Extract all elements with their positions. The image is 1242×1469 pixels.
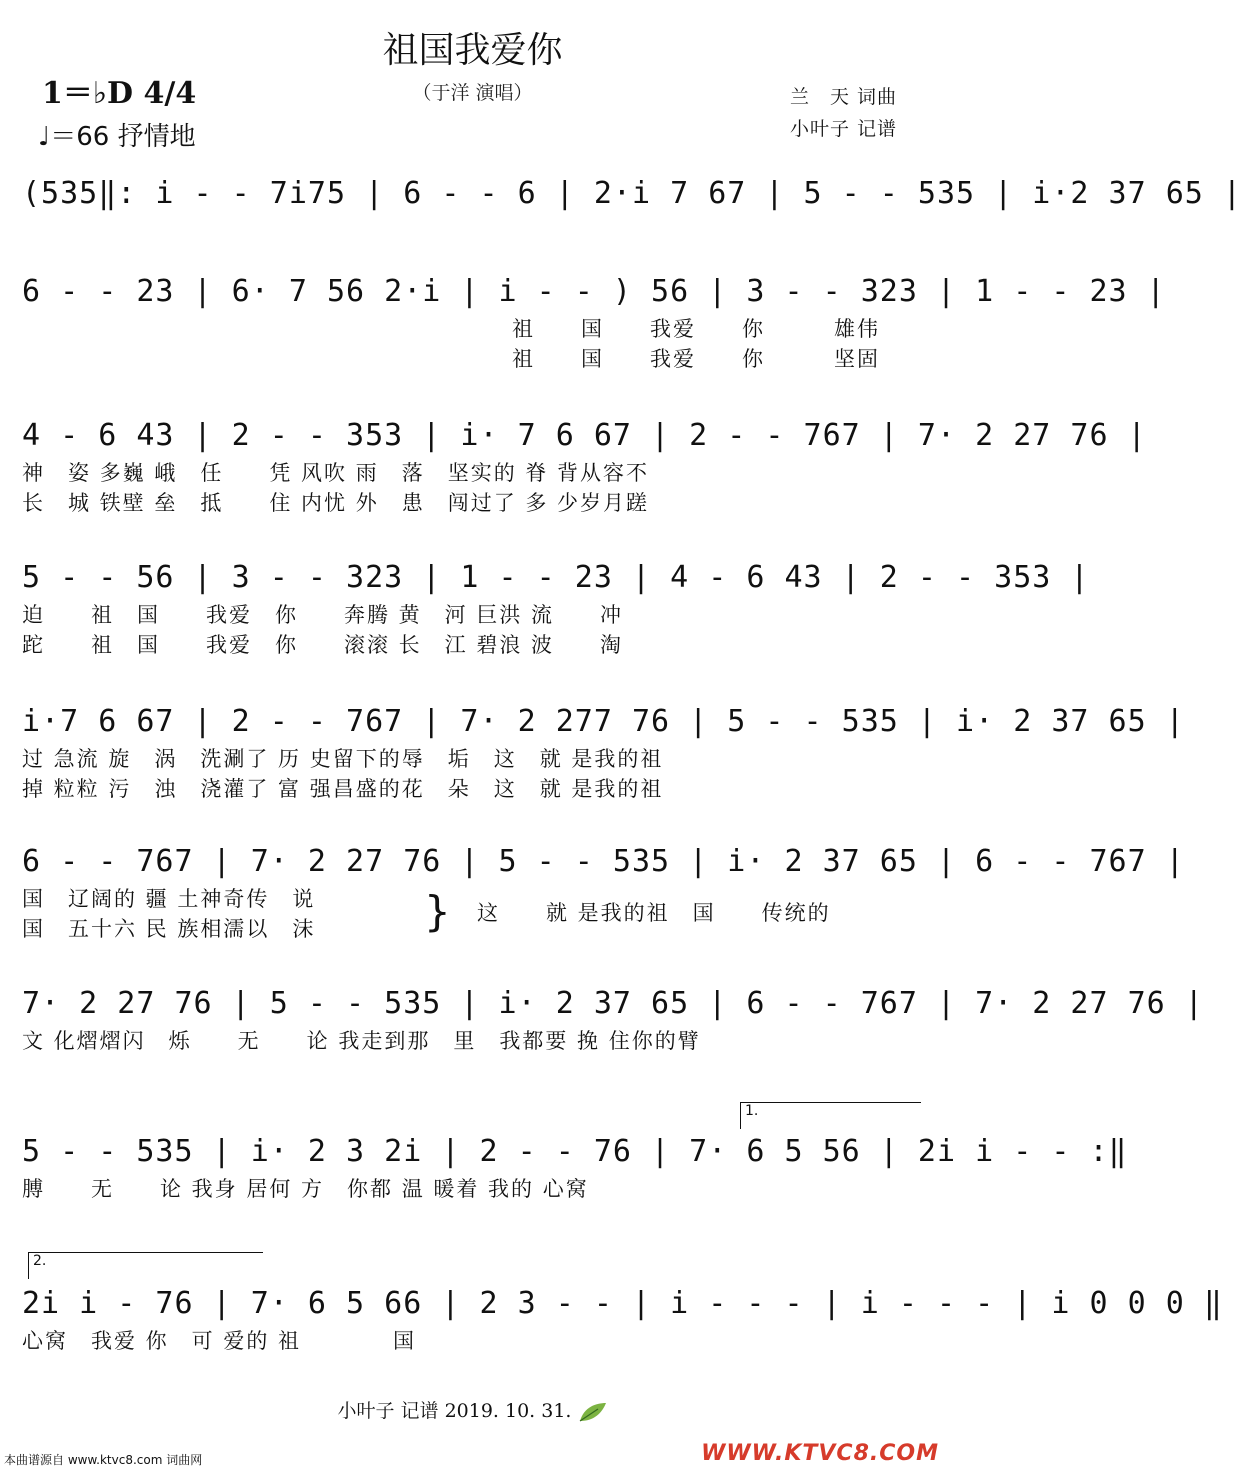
leaf-icon xyxy=(578,1401,608,1423)
notes-line: i·7 6 67 | 2 - - 767 | 7· 2 277 76 | 5 - - 535 | i· 2 37 65 | xyxy=(22,704,1185,739)
staff-line-4 xyxy=(22,556,1090,660)
tempo-marking: ♩＝66 抒情地 xyxy=(38,122,196,152)
staff-line-2 xyxy=(22,270,1166,374)
lyric-verse-2: 祖 国 我爱 你 坚固 xyxy=(512,347,880,371)
staff-line-6 xyxy=(22,840,1185,944)
notes-line: (535‖: i - - 7i75 | 6 - - 6 | 2·i 7 67 | 5 - - 535 | i·2 37 65 | xyxy=(22,176,1242,211)
lyric-verse-1: 神 姿 多巍 峨 任 凭 风吹 雨 落 坚实的 脊 背从容不 xyxy=(22,461,650,485)
lyricist-credit: 兰 天 词曲 xyxy=(790,86,898,108)
footer-text: 小叶子 记谱 2019. 10. 31. xyxy=(337,1400,572,1422)
lyric-verse-2: 掉 粒粒 污 浊 浇灌了 富 强昌盛的花 朵 这 就 是我的祖 xyxy=(22,777,664,801)
lyric-merged: 这 就 是我的祖 国 传统的 xyxy=(477,901,831,925)
staff-line-5 xyxy=(22,700,1185,804)
lyric-verse-1: 过 急流 旋 涡 洗涮了 历 史留下的辱 垢 这 就 是我的祖 xyxy=(22,747,664,771)
footer-signature xyxy=(0,1396,945,1423)
notes-line: 5 - - 535 | i· 2 3 2i | 2 - - 76 | 7· 6 5 56 | 2i i - - :‖ xyxy=(22,1134,1128,1169)
lyric-verse-2: 长 城 铁壁 垒 抵 住 内忧 外 患 闯过了 多 少岁月蹉 xyxy=(22,491,650,515)
staff-line-8 xyxy=(22,1130,1128,1204)
staff-line-3 xyxy=(22,414,1147,518)
site-watermark: WWW.KTVC8.COM xyxy=(701,1441,939,1466)
lyric-verse-1: 心窝 我爱 你 可 爱的 祖 国 xyxy=(22,1329,417,1353)
lyric-verse-1: 文 化熠熠闪 烁 无 论 我走到那 里 我都要 挽 住你的臂 xyxy=(22,1029,701,1053)
notes-line: 5 - - 56 | 3 - - 323 | 1 - - 23 | 4 - 6 43 | 2 - - 353 | xyxy=(22,560,1090,595)
lyric-verse-1: 迫 祖 国 我爱 你 奔腾 黄 河 巨洪 流 冲 xyxy=(22,603,624,627)
staff-line-1 xyxy=(22,172,1242,216)
notes-line: 2i i - 76 | 7· 6 5 66 | 2 3 - - | i - - - | i - - - | i 0 0 0 ‖ xyxy=(22,1286,1223,1321)
singer-credit: （于洋 演唱） xyxy=(412,82,533,104)
second-ending: 2. xyxy=(28,1252,263,1279)
lyric-verse-2: 跎 祖 国 我爱 你 滚滚 长 江 碧浪 波 淘 xyxy=(22,633,624,657)
brace: } xyxy=(424,887,451,936)
notes-line: 7· 2 27 76 | 5 - - 535 | i· 2 37 65 | 6 - - 767 | 7· 2 27 76 | xyxy=(22,986,1204,1021)
notes-line: 4 - 6 43 | 2 - - 353 | i· 7 6 67 | 2 - - 767 | 7· 2 27 76 | xyxy=(22,418,1147,453)
lyric-verse-1: 膊 无 论 我身 居何 方 你都 温 暖着 我的 心窝 xyxy=(22,1177,589,1201)
lyric-verse-1: 祖 国 我爱 你 雄伟 xyxy=(512,317,880,341)
notes-line: 6 - - 23 | 6· 7 56 2·i | i - - ) 56 | 3 - - 323 | 1 - - 23 | xyxy=(22,274,1166,309)
first-ending: 1. xyxy=(740,1102,921,1129)
lyric-verse-1: 国 辽阔的 疆 土神奇传 说 xyxy=(22,887,316,911)
source-note: 本曲谱源自 www.ktvc8.com 词曲网 xyxy=(4,1453,203,1467)
staff-line-7 xyxy=(22,982,1204,1056)
song-title: 祖国我爱你 xyxy=(382,30,563,71)
notes-line: 6 - - 767 | 7· 2 27 76 | 5 - - 535 | i· 2 37 65 | 6 - - 767 | xyxy=(22,844,1185,879)
lyric-verse-2: 国 五十六 民 族相濡以 沫 xyxy=(22,917,316,941)
transcriber-credit: 小叶子 记谱 xyxy=(790,118,898,140)
staff-line-9 xyxy=(22,1282,1223,1356)
key-signature: 1＝♭D 4/4 xyxy=(42,76,197,111)
